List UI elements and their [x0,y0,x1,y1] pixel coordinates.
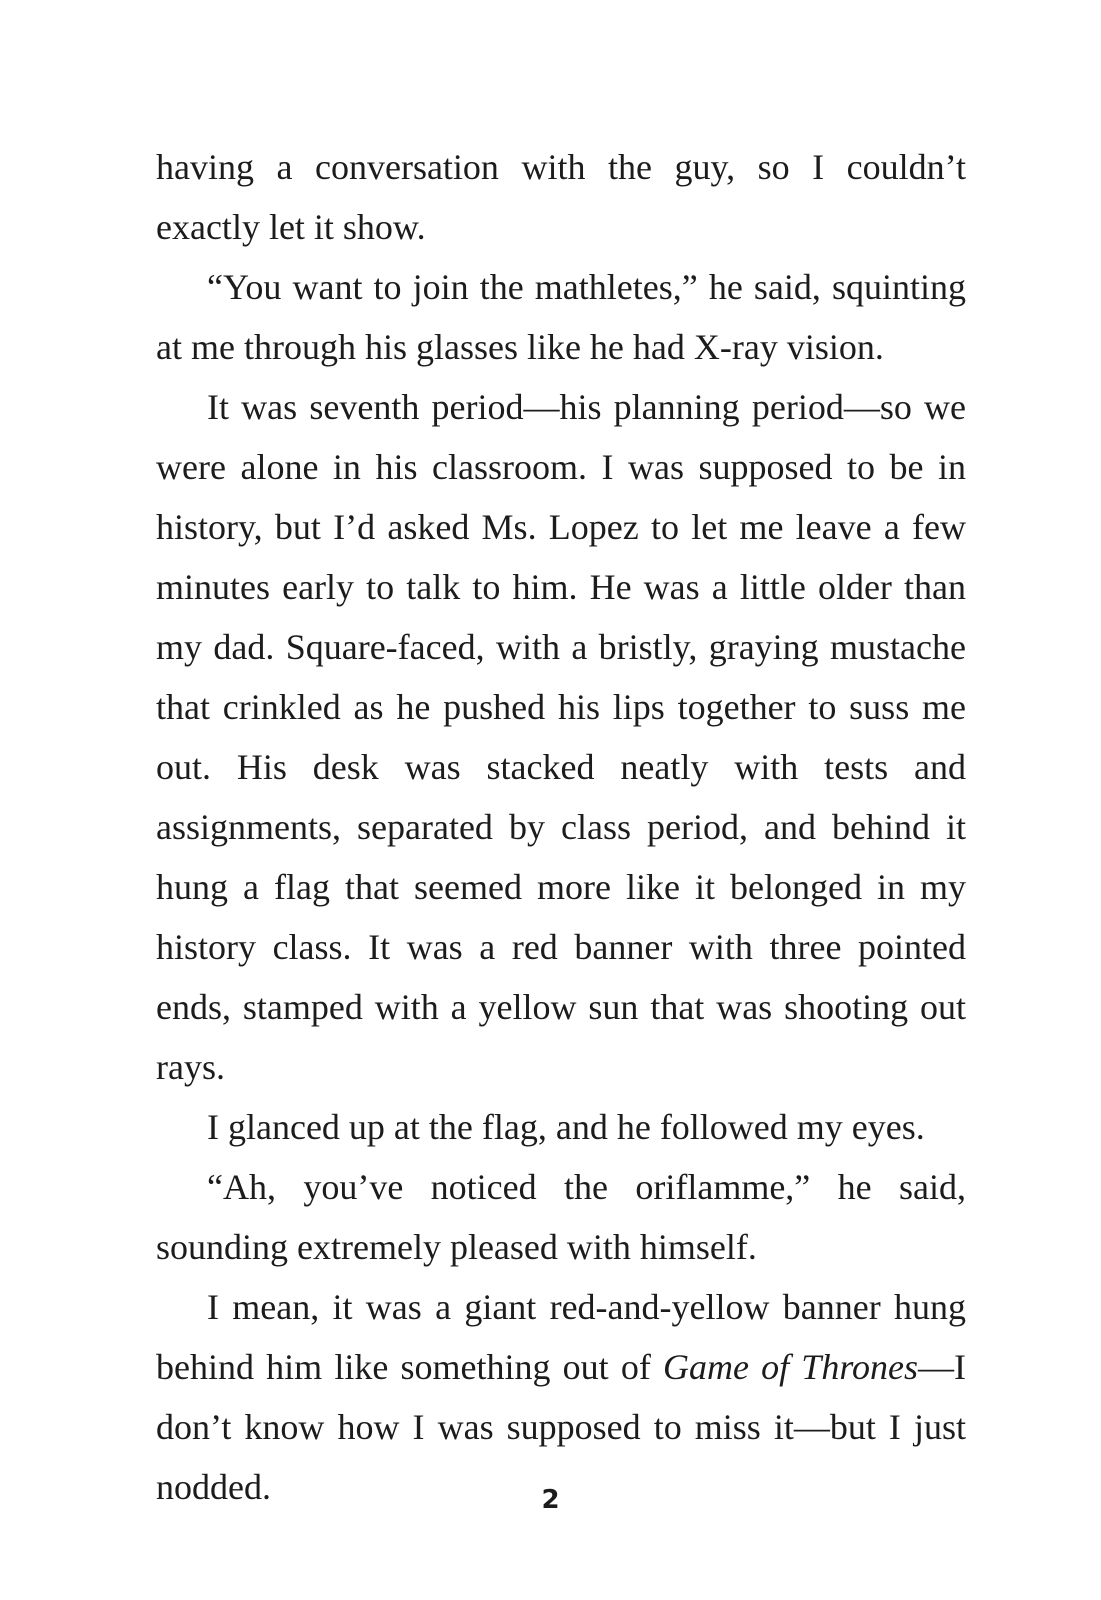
paragraph: It was seventh period—his planning period—so we were alone in his classroom. I was supposed to be in history, but I’d asked Ms. Lopez to let me leave a few minutes early to talk to him. He was a little older than my dad. Square-faced, with a bristly, graying mustache that crinkled as he pushed his lips together to suss me out. His desk was stacked neatly with tests and assignments, separated by class period, and behind it hung a flag that seemed more like it belonged in my history class. It was a red banner with three pointed ends, stamped with a yellow sun that was shooting out rays. [156,387,966,1087]
italic-title: Game of Thrones [662,1347,918,1387]
paragraph: “Ah, you’ve noticed the oriflamme,” he said, sounding extremely pleased with himself. [156,1167,966,1267]
paragraph-continued: having a conversation with the guy, so I couldn’t exactly let it show. [156,147,966,247]
paragraph: I glanced up at the flag, and he followed my eyes. [207,1107,925,1147]
paragraph-text-before-title: I mean, it was a giant red-and-yellow banner hung behind him like something out of [156,1287,966,1387]
body-text [156,137,966,1517]
paragraph-last [156,1277,966,1517]
page-number: 2 [541,1485,560,1515]
paragraph-text-after-title: —I don’t know how I was supposed to miss it—but I just nodded. [156,1347,966,1507]
paragraph: “You want to join the mathletes,” he said, squinting at me through his glasses like he had X-ray vision. [156,267,966,367]
